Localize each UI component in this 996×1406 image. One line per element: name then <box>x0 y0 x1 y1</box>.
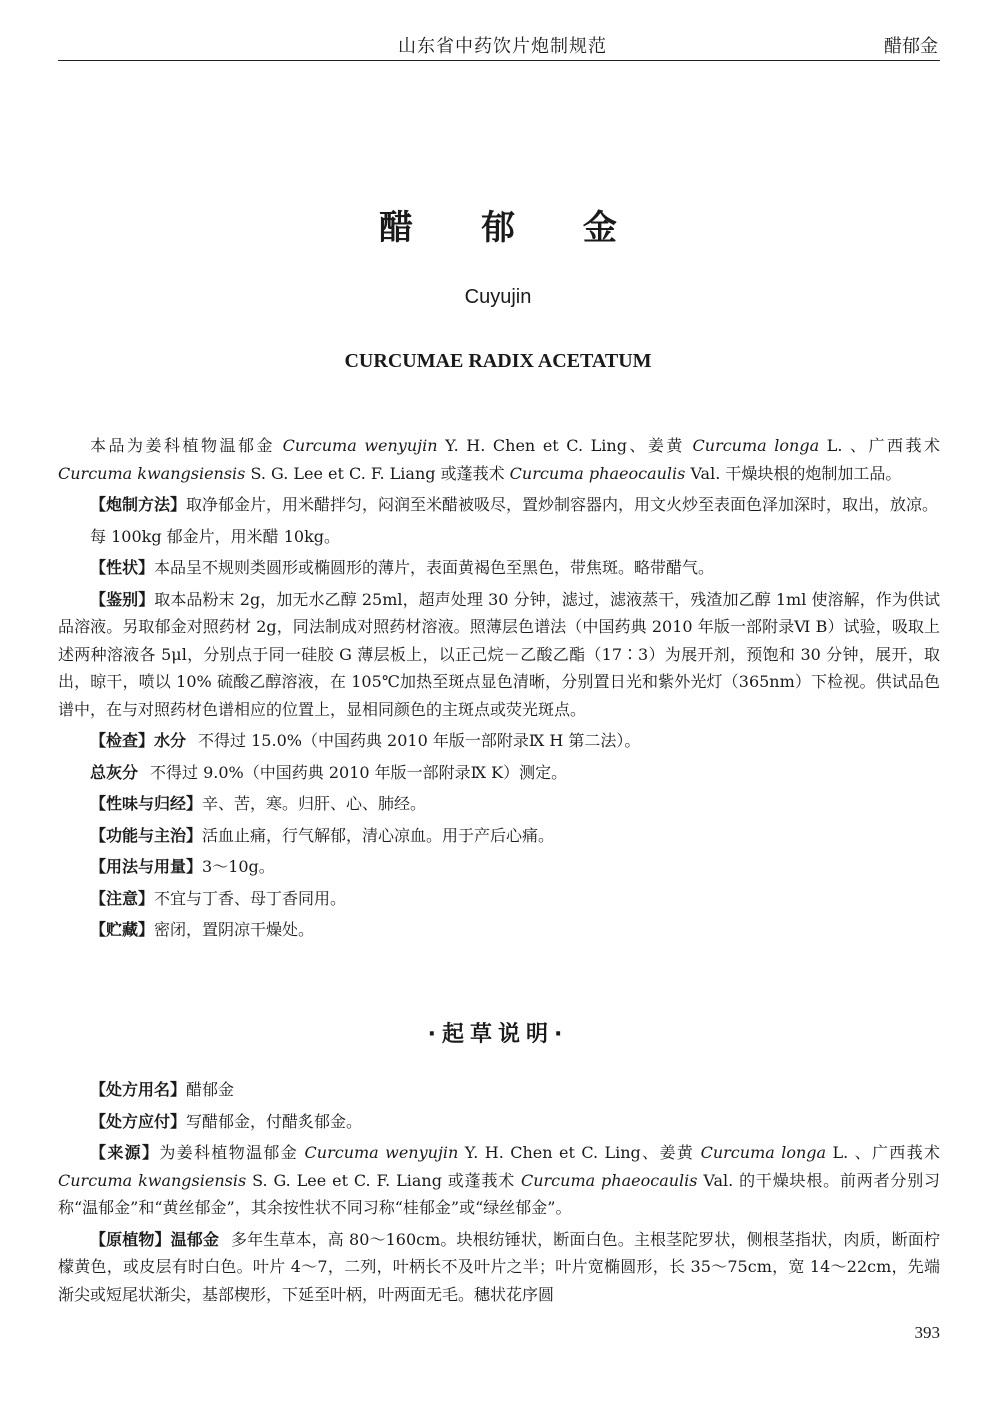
usage-section: 【用法与用量】3～10g。 <box>90 857 275 876</box>
drafting-notes-body <box>58 1076 940 1312</box>
processing-method: 【炮制方法】取净郁金片，用米醋拌匀，闷润至米醋被吸尽，置炒制容器内，用文火炒至表面色泽加深时，取出，放凉。 <box>90 495 939 514</box>
intro-paragraph: 本品为姜科植物温郁金 Curcuma wenyujin Y. H. Chen et C. Ling、姜黄 Curcuma longa L. 、广西莪术 Curcuma kwangsiensis S. G. Lee et C. F. Liang 或蓬莪术 Curcuma phaeocaulis Val. 干燥块根的炮制加工品。 <box>58 436 940 483</box>
total-ash-line: 总灰分 不得过 9.0%（中国药典 2010 年版一部附录Ⅸ K）测定。 <box>90 762 568 782</box>
monograph-title: 醋 郁 金 <box>379 208 645 248</box>
rx-name-section: 【处方用名】醋郁金 <box>90 1080 235 1099</box>
page-number: 393 <box>914 1323 940 1342</box>
latin-name: CURCUMAE RADIX ACETATUM <box>344 350 652 372</box>
rx-dispense-section: 【处方应付】写醋郁金，付醋炙郁金。 <box>90 1111 363 1131</box>
character-section: 【性状】本品呈不规则类圆形或椭圆形的薄片，表面黄褐色至黑色，带焦斑。略带醋气。 <box>90 558 715 577</box>
storage-section: 【贮藏】密闭，置阴凉干燥处。 <box>90 920 315 939</box>
source-section: 【来源】为姜科植物温郁金 Curcuma wenyujin Y. H. Chen et C. Ling、姜黄 Curcuma longa L. 、广西莪术 Curcuma kwangsiensis S. G. Lee et C. F. Liang 或蓬莪术 Curcuma phaeocaulis Val. 的干燥块根。前两者分别习称“温郁金”和“黄丝郁金”，其余按性状不同习称“桂郁金”或“绿丝郁金”。 <box>58 1143 940 1217</box>
running-header <box>58 28 940 61</box>
pinyin-name: Cuyujin <box>464 286 532 308</box>
monograph-body <box>58 432 940 948</box>
dosage-note: 每 100kg 郁金片，用米醋 10kg。 <box>90 526 341 546</box>
header-section-name: 醋郁金 <box>884 36 938 57</box>
nature-section: 【性味与归经】辛、苦，寒。归肝、心、肺经。 <box>90 794 427 813</box>
function-section: 【功能与主治】活血止痛，行气解郁，清心凉血。用于产后心痛。 <box>90 825 555 845</box>
identification-section: 【鉴别】取本品粉末 2g，加无水乙醇 25ml，超声处理 30 分钟，滤过，滤液蒸干，残渣加乙醇 1ml 使溶解，作为供试品溶液。另取郁金对照药材 2g，同法制成对照药材溶液。照薄层色谱法（中国药典 2010 年版一部附录Ⅵ B）试验，吸取上述两种溶液各 5μl，分别点于同一硅胶 G 薄层板上，以正己烷－乙酸乙酯（17∶3）为展开剂，预饱和 30 分钟，展开，取出，晾干，喷以 10% 硫酸乙醇溶液，在 105℃加热至斑点显色清晰，分别置日光和紫外光灯（365nm）下检视。供试品色谱中，在与对照药材色谱相应的位置上，显相同颜色的主斑点或荧光斑点。 <box>58 589 940 719</box>
original-plant-section: 【原植物】温郁金 多年生草本，高 80～160cm。块根纺锤状，断面白色。主根茎陀罗状，侧根茎指状，肉质，断面柠檬黄色，或皮层有时白色。叶片 4～7，二列，叶柄长不及叶片之半；叶片宽椭圆形，长 35～75cm，宽 14～22cm，先端渐尖或短尾状渐尖，基部楔形，下延至叶柄，叶两面无毛。穗状花序圆 <box>58 1229 940 1304</box>
book-title: 山东省中药饮片炮制规范 <box>398 36 607 57</box>
inspection-section: 【检查】水分 不得过 15.0%（中国药典 2010 年版一部附录Ⅸ H 第二法）。 <box>90 731 641 750</box>
drafting-notes-heading: ·起草说明· <box>427 1022 569 1047</box>
caution-section: 【注意】不宜与丁香、母丁香同用。 <box>90 888 347 908</box>
